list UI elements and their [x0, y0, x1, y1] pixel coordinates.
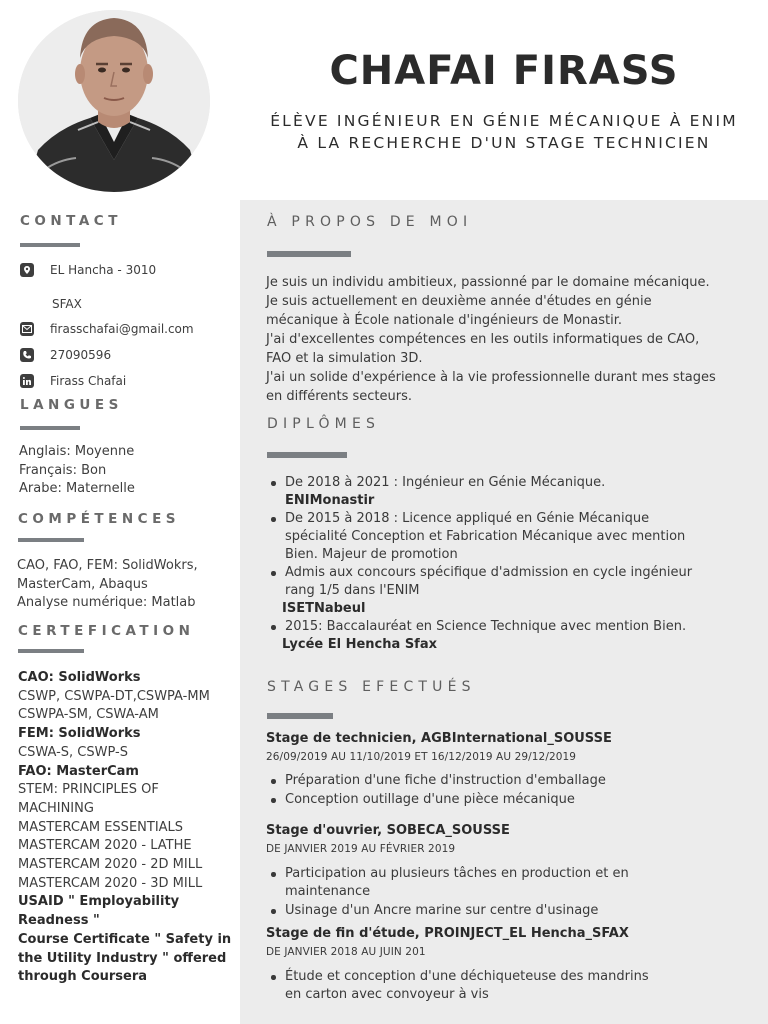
- job-bullet: Étude et conception d'une déchiqueteuse des mandrins: [266, 968, 649, 986]
- section-divider: [267, 452, 347, 458]
- certification-line: MASTERCAM ESSENTIALS: [18, 819, 184, 835]
- linkedin-text[interactable]: Firass Chafai: [50, 374, 127, 388]
- job-bullet: Conception outillage d'une pièce mécanique: [266, 791, 606, 809]
- job-title: Stage de technicien, AGBInternational_SOUSSE: [266, 731, 612, 746]
- profile-photo: [18, 10, 210, 192]
- email-icon: [20, 322, 34, 336]
- diploma-item: De 2018 à 2021 : Ingénieur en Génie Mécanique.: [266, 474, 692, 492]
- diploma-item-cont: rang 1/5 dans l'ENIM: [285, 583, 420, 598]
- profile-photo-illustration: [18, 10, 210, 192]
- certification-line: the Utility Industry " offered: [18, 950, 227, 966]
- contact-email[interactable]: [20, 322, 194, 336]
- candidate-name: CHAFAI FIRASS: [329, 48, 679, 94]
- diplomas-list: [266, 474, 692, 654]
- contact-address: [20, 263, 156, 277]
- certification-line: STEM: PRINCIPLES OF: [18, 782, 159, 798]
- job-title: Stage de fin d'étude, PROINJECT_EL Hencha_SFAX: [266, 926, 629, 941]
- language-item: Français: Bon: [19, 462, 107, 478]
- certification-line: FAO: MasterCam: [18, 763, 139, 779]
- diploma-item-cont: Bien. Majeur de promotion: [285, 547, 458, 562]
- certification-line: MACHINING: [18, 800, 94, 816]
- job-date: DE JANVIER 2019 AU FÉVRIER 2019: [266, 843, 456, 855]
- skills-list: [17, 557, 198, 613]
- section-divider: [20, 426, 80, 430]
- certification-line: MASTERCAM 2020 - 3D MILL: [18, 875, 203, 891]
- language-item: Arabe: Maternelle: [19, 481, 135, 496]
- diploma-school: Lycée El Hencha Sfax: [282, 637, 437, 652]
- contact-address-city: [52, 297, 82, 311]
- languages-heading: LANGUES: [20, 397, 123, 413]
- contact-heading: CONTACT: [20, 213, 122, 229]
- job-date: 26/09/2019 AU 11/10/2019 ET 16/12/2019 AU 29/12/2019: [266, 751, 577, 763]
- job-bullet-cont: maintenance: [285, 884, 371, 899]
- job-bullets: [266, 772, 606, 809]
- section-divider: [267, 713, 333, 719]
- about-line: J'ai un solide d'expérience à la vie professionnelle durant mes stages: [266, 370, 716, 385]
- skills-line: MasterCam, Abaqus: [17, 576, 148, 592]
- job-bullets: [266, 865, 629, 920]
- skills-heading: COMPÉTENCES: [18, 511, 181, 527]
- certification-list: [18, 669, 231, 987]
- section-divider: [267, 251, 351, 257]
- certification-line: CSWPA-SM, CSWA-AM: [18, 707, 159, 723]
- section-divider: [20, 243, 80, 247]
- language-item: Anglais: Moyenne: [19, 444, 135, 459]
- certification-line: through Coursera: [18, 969, 148, 985]
- job-bullet: Participation au plusieurs tâches en production et en: [266, 865, 629, 883]
- location-icon: [20, 263, 34, 277]
- certification-heading: CERTEFICATION: [18, 623, 195, 639]
- certification-line: MASTERCAM 2020 - LATHE: [18, 838, 192, 854]
- about-line: FAO et la simulation 3D.: [266, 351, 423, 366]
- certification-line: Course Certificate " Safety in: [18, 931, 232, 947]
- candidate-subtitle: [240, 110, 768, 154]
- job-title: Stage d'ouvrier, SOBECA_SOUSSE: [266, 823, 510, 838]
- subtitle-line: À LA RECHERCHE D'UN STAGE TECHNICIEN: [297, 134, 711, 152]
- skills-line: CAO, FAO, FEM: SolidWokrs,: [17, 558, 198, 573]
- email-text[interactable]: firasschafai@gmail.com: [50, 322, 194, 336]
- job-bullet: Usinage d'un Ancre marine sur centre d'usinage: [266, 902, 629, 920]
- diploma-item-cont: spécialité Conception et Fabrication Mécanique avec mention: [285, 529, 686, 544]
- diplomas-heading: DIPLÔMES: [267, 416, 381, 432]
- diploma-item: 2015: Baccalauréat en Science Technique avec mention Bien.: [266, 618, 692, 636]
- about-heading: À PROPOS DE MOI: [267, 214, 473, 230]
- certification-line: USAID " Employability: [18, 894, 180, 910]
- internships-heading: STAGES EFECTUÉS: [267, 679, 476, 695]
- about-line: Je suis actuellement en deuxième année d'études en génie: [266, 294, 652, 309]
- about-line: J'ai d'excellentes compétences en les outils informatiques de CAO,: [266, 332, 700, 347]
- phone-icon: [20, 348, 34, 362]
- certification-line: FEM: SolidWorks: [18, 726, 141, 742]
- diploma-school: ENIMonastir: [285, 493, 375, 508]
- about-text: [266, 273, 756, 406]
- about-line: en différents secteurs.: [266, 389, 412, 404]
- languages-list: [19, 443, 135, 499]
- certification-line: MASTERCAM 2020 - 2D MILL: [18, 857, 203, 873]
- address-line: EL Hancha - 3010: [50, 263, 157, 277]
- about-line: Je suis un individu ambitieux, passionné par le domaine mécanique.: [266, 275, 710, 290]
- about-line: mécanique à École nationale d'ingénieurs de Monastir.: [266, 313, 623, 328]
- linkedin-icon: [20, 374, 34, 388]
- certification-line: CSWA-S, CSWP-S: [18, 744, 128, 760]
- certification-line: CSWP, CSWPA-DT,CSWPA-MM: [18, 688, 210, 704]
- section-divider: [18, 538, 84, 542]
- diploma-school: ISETNabeul: [282, 601, 366, 616]
- skills-line: Analyse numérique: Matlab: [17, 595, 196, 610]
- phone-text[interactable]: 27090596: [50, 348, 112, 362]
- contact-phone[interactable]: [20, 348, 111, 362]
- job-bullets: [266, 968, 649, 1004]
- certification-line: Readness ": [18, 913, 100, 929]
- job-bullet: Préparation d'une fiche d'instruction d'emballage: [266, 772, 606, 790]
- section-divider: [18, 649, 84, 653]
- address-city: SFAX: [52, 297, 82, 311]
- job-bullet-cont: en carton avec convoyeur à vis: [285, 987, 489, 1002]
- job-date: DE JANVIER 2018 AU JUIN 201: [266, 946, 426, 958]
- contact-linkedin[interactable]: [20, 374, 126, 388]
- certification-line: CAO: SolidWorks: [18, 670, 141, 685]
- diploma-item: De 2015 à 2018 : Licence appliqué en Génie Mécanique: [266, 510, 692, 528]
- diploma-item: Admis aux concours spécifique d'admission en cycle ingénieur: [266, 564, 692, 582]
- subtitle-line: ÉLÈVE INGÉNIEUR EN GÉNIE MÉCANIQUE À ENIM: [270, 112, 738, 130]
